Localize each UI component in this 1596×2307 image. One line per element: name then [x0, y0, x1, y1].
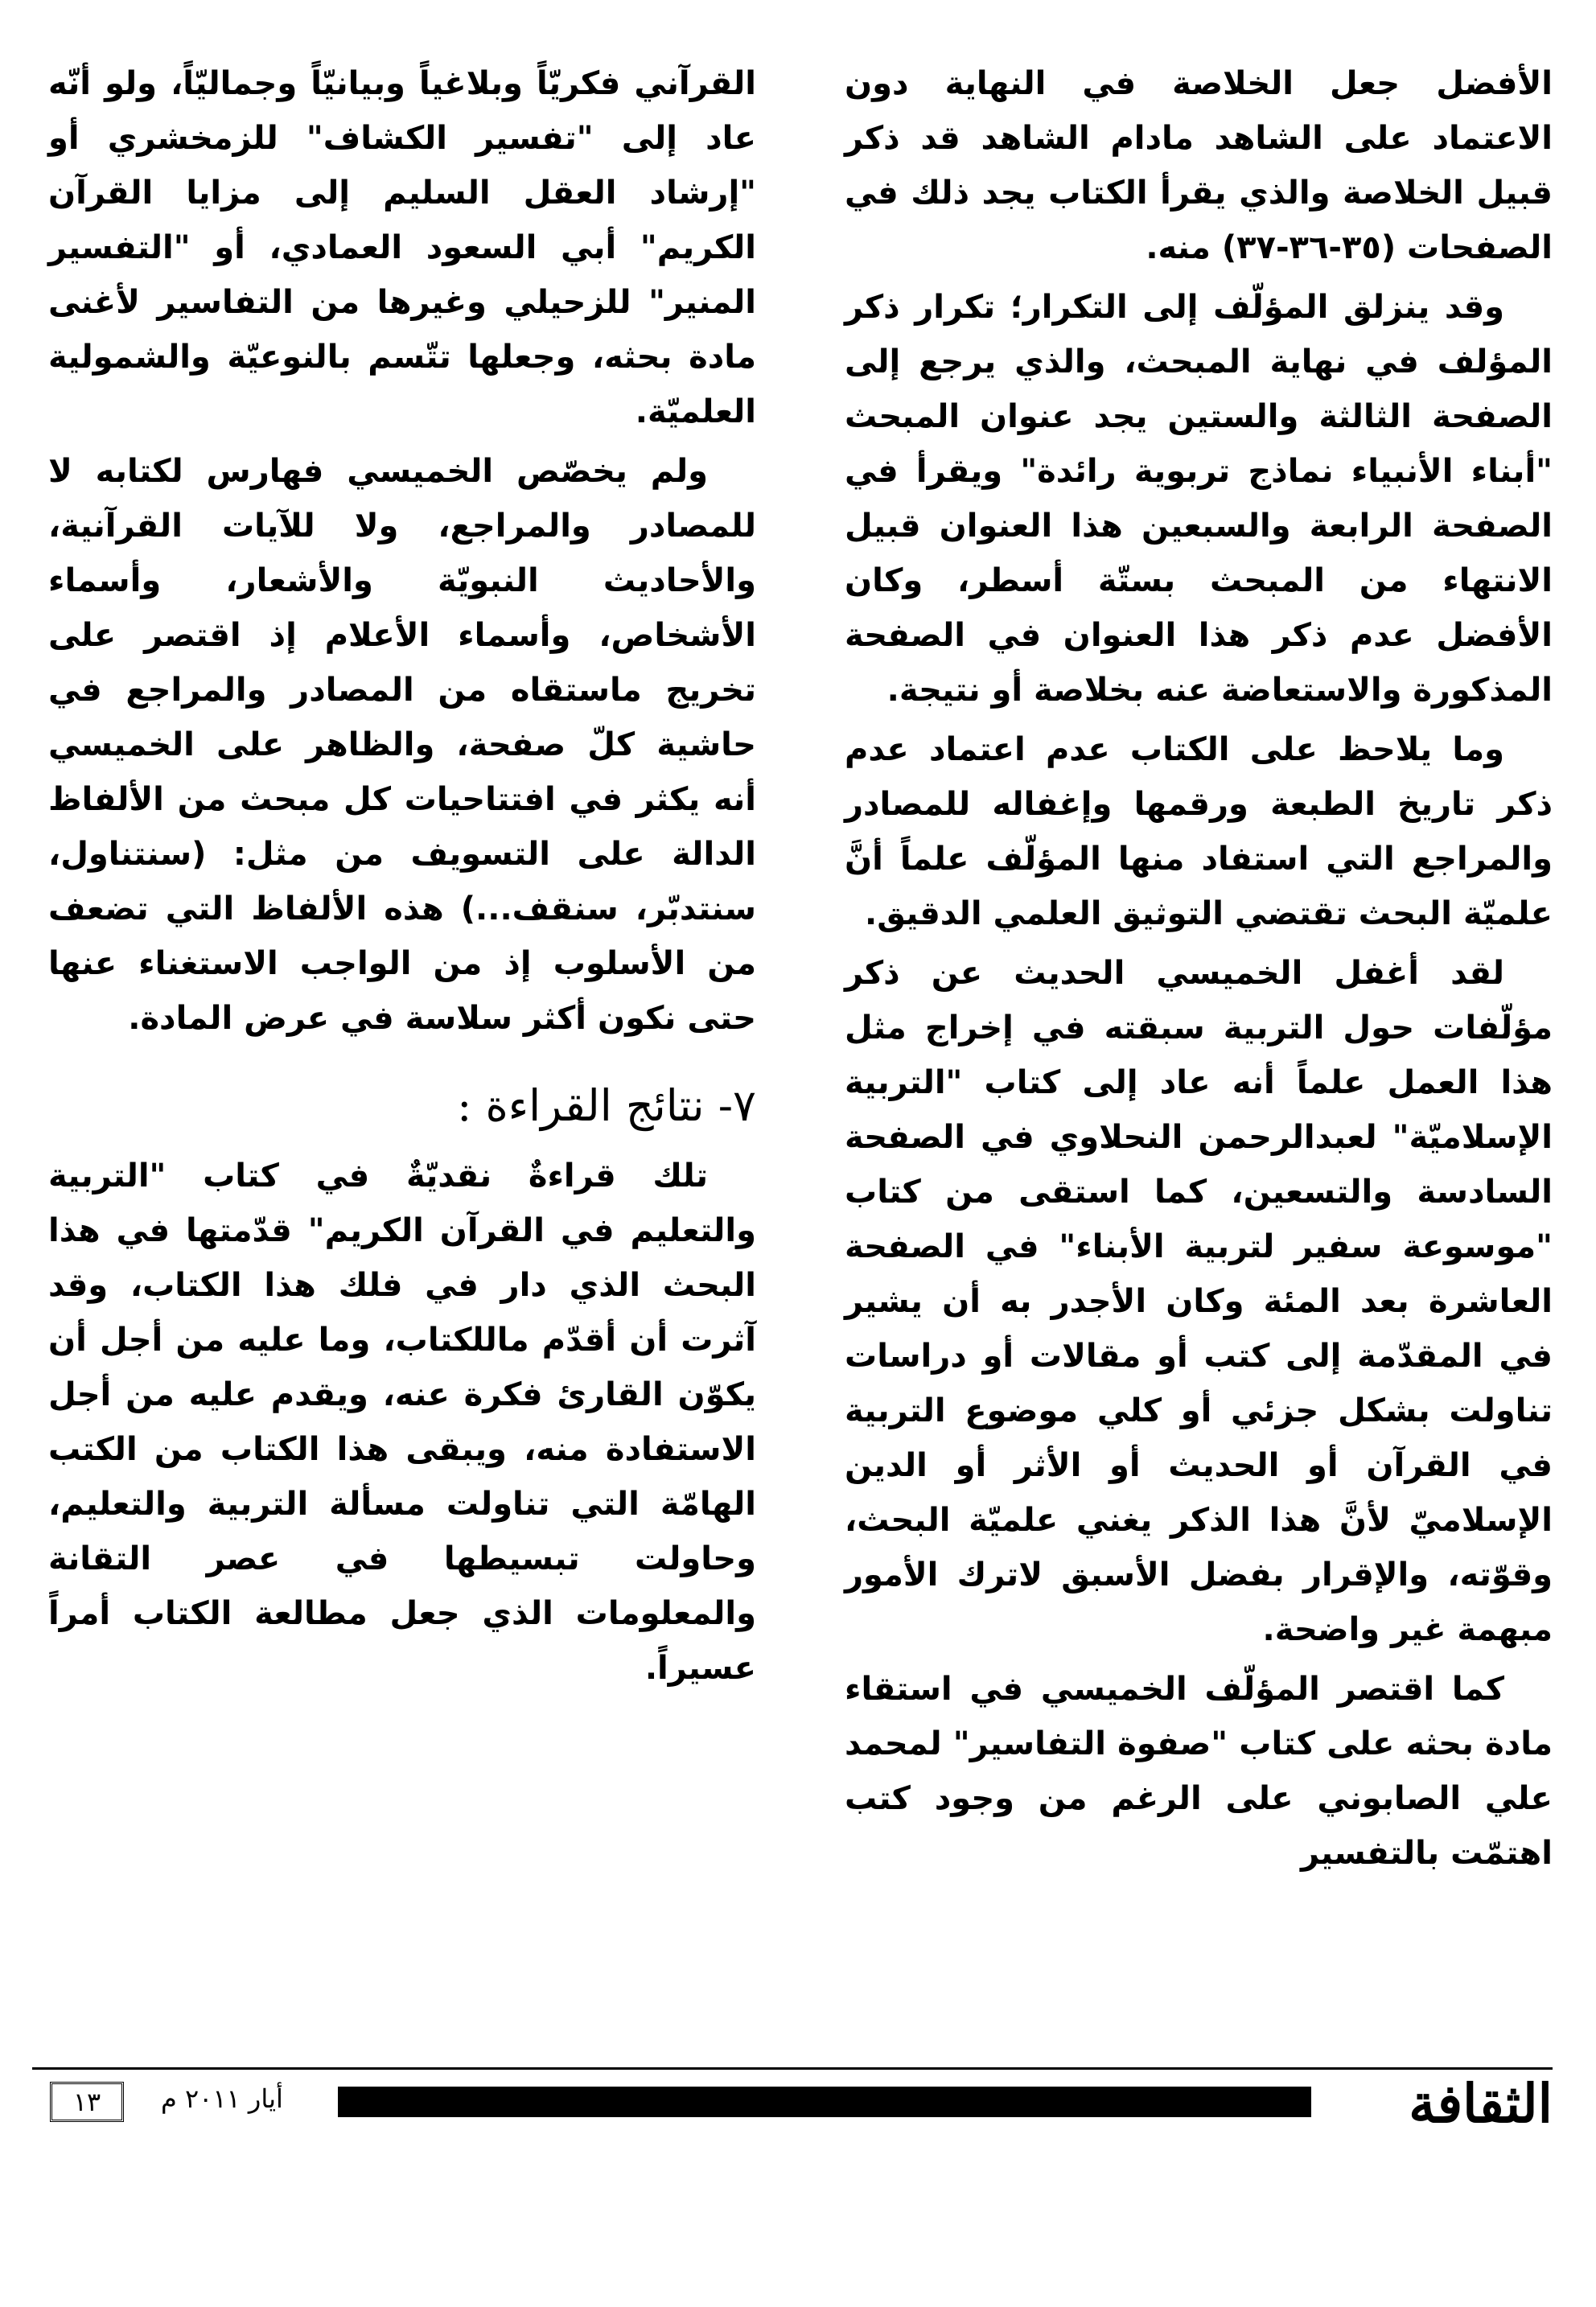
paragraph: كما اقتصر المؤلّف الخميسي في استقاء مادة بحثه على كتاب "صفوة التفاسير" لمحمد علي الصابوني على الرغم من وجود كتب اهتمّت بالتفسير — [845, 1671, 1553, 1872]
paragraph: لقد أغفل الخميسي الحديث عن ذكر مؤلّفات حول التربية سبقته في إخراج مثل هذا العمل علماً أنه عاد إلى كتاب "التربية الإسلاميّة" لعبدالرحمن النحلاوي في الصفحة السادسة والتسعين، كما استقى من كتاب "موسوعة سفير لتربية الأبناء" في الصفحة العاشرة بعد المئة وكان الأجدر به أن يشير في المقدّمة إلى كتب أو مقالات أو دراسات تناولت بشكل جزئي أو كلي موضوع التربية في القرآن أو الحديث أو الأثر أو الدين الإسلاميّ لأنَّ هذا الذكر يغني علميّة البحث، وقوّته، والإقرار بفضل الأسبق لاترك الأمور مبهمة غير واضحة. — [845, 955, 1553, 1648]
footer-rule — [32, 2067, 1553, 2070]
right-column — [845, 56, 1553, 1885]
paragraph: ولم يخصّص الخميسي فهارس لكتابه لا للمصادر والمراجع، ولا للآيات القرآنية، والأحاديث النبويّة والأشعار، وأسماء الأشخاص، وأسماء الأعلام إذ اقتصر على تخريج ماستقاه من المصادر والمراجع في حاشية كلّ صفحة، والظاهر على الخميسي أنه يكثر في افتتاحيات كل مبحث من الألفاظ الدالة على التسويف من مثل: (سنتناول، سنتدبّر، سنقف...) هذه الألفاظ التي تضعف من الأسلوب إذ من الواجب الاستغناء عنها حتى نكون أكثر سلاسة في عرض المادة. — [48, 453, 756, 1037]
section-heading: ٧- نتائج القراءة : — [457, 1080, 756, 1131]
paragraph: القرآني فكريّاً وبلاغياً وبيانيّاً وجماليّاً، ولو أنّه عاد إلى "تفسير الكشاف" للزمخشري أو "إرشاد العقل السليم إلى مزايا القرآن الكريم" أبي السعود العمادي، أو "التفسير المنير" للزحيلي وغيرها من التفاسير لأغنى مادة بحثه، وجعلها تتّسم بالنوعيّة والشمولية العلميّة. — [48, 65, 756, 430]
paragraph: الأفضل جعل الخلاصة في النهاية دون الاعتماد على الشاهد مادام الشاهد قد ذكر قبيل الخلاصة والذي يقرأ الكتاب يجد ذلك في الصفحات (٣٥-٣٦-٣٧) منه. — [845, 65, 1553, 266]
left-column — [48, 56, 756, 1700]
issue-date: أيار ٢٠١١ م — [161, 2083, 283, 2114]
paragraph: وقد ينزلق المؤلّف إلى التكرار؛ تكرار ذكر المؤلف في نهاية المبحث، والذي يرجع إلى الصفحة الثالثة والستين يجد عنوان المبحث "أبناء الأنبياء نماذج تربوية رائدة" ويقرأ في الصفحة الرابعة والسبعين هذا العنوان قبيل الانتهاء من المبحث بستّة أسطر، وكان الأفضل عدم ذكر هذا العنوان في الصفحة المذكورة والاستعاضة عنه بخلاصة أو نتيجة. — [845, 289, 1553, 709]
paragraph: وما يلاحظ على الكتاب عدم اعتماد عدم ذكر تاريخ الطبعة ورقمها وإغفاله للمصادر والمراجع التي استفاد منها المؤلّف علماً أنَّ علميّة البحث تقتضي التوثيق العلمي الدقيق. — [845, 731, 1553, 932]
page-footer — [32, 2072, 1553, 2135]
magazine-logo: الثقافة — [1409, 2072, 1553, 2135]
page-number: ١٣ — [50, 2082, 124, 2122]
paragraph: تلك قراءةٌ نقديّةٌ في كتاب "التربية والتعليم في القرآن الكريم" قدّمتها في هذا البحث الذي دار في فلك هذا الكتاب، وقد آثرت أن أقدّم ماللكتاب، وما عليه من أجل أن يكوّن القارئ فكرة عنه، ويقدم عليه من أجل الاستفادة منه، ويبقى هذا الكتاب من الكتب الهامّة التي تناولت مسألة التربية والتعليم، وحاولت تبسيطها في عصر التقانة والمعلومات الذي جعل مطالعة الكتاب أمراً عسيراً. — [48, 1158, 756, 1687]
footer-bar — [338, 2087, 1311, 2117]
